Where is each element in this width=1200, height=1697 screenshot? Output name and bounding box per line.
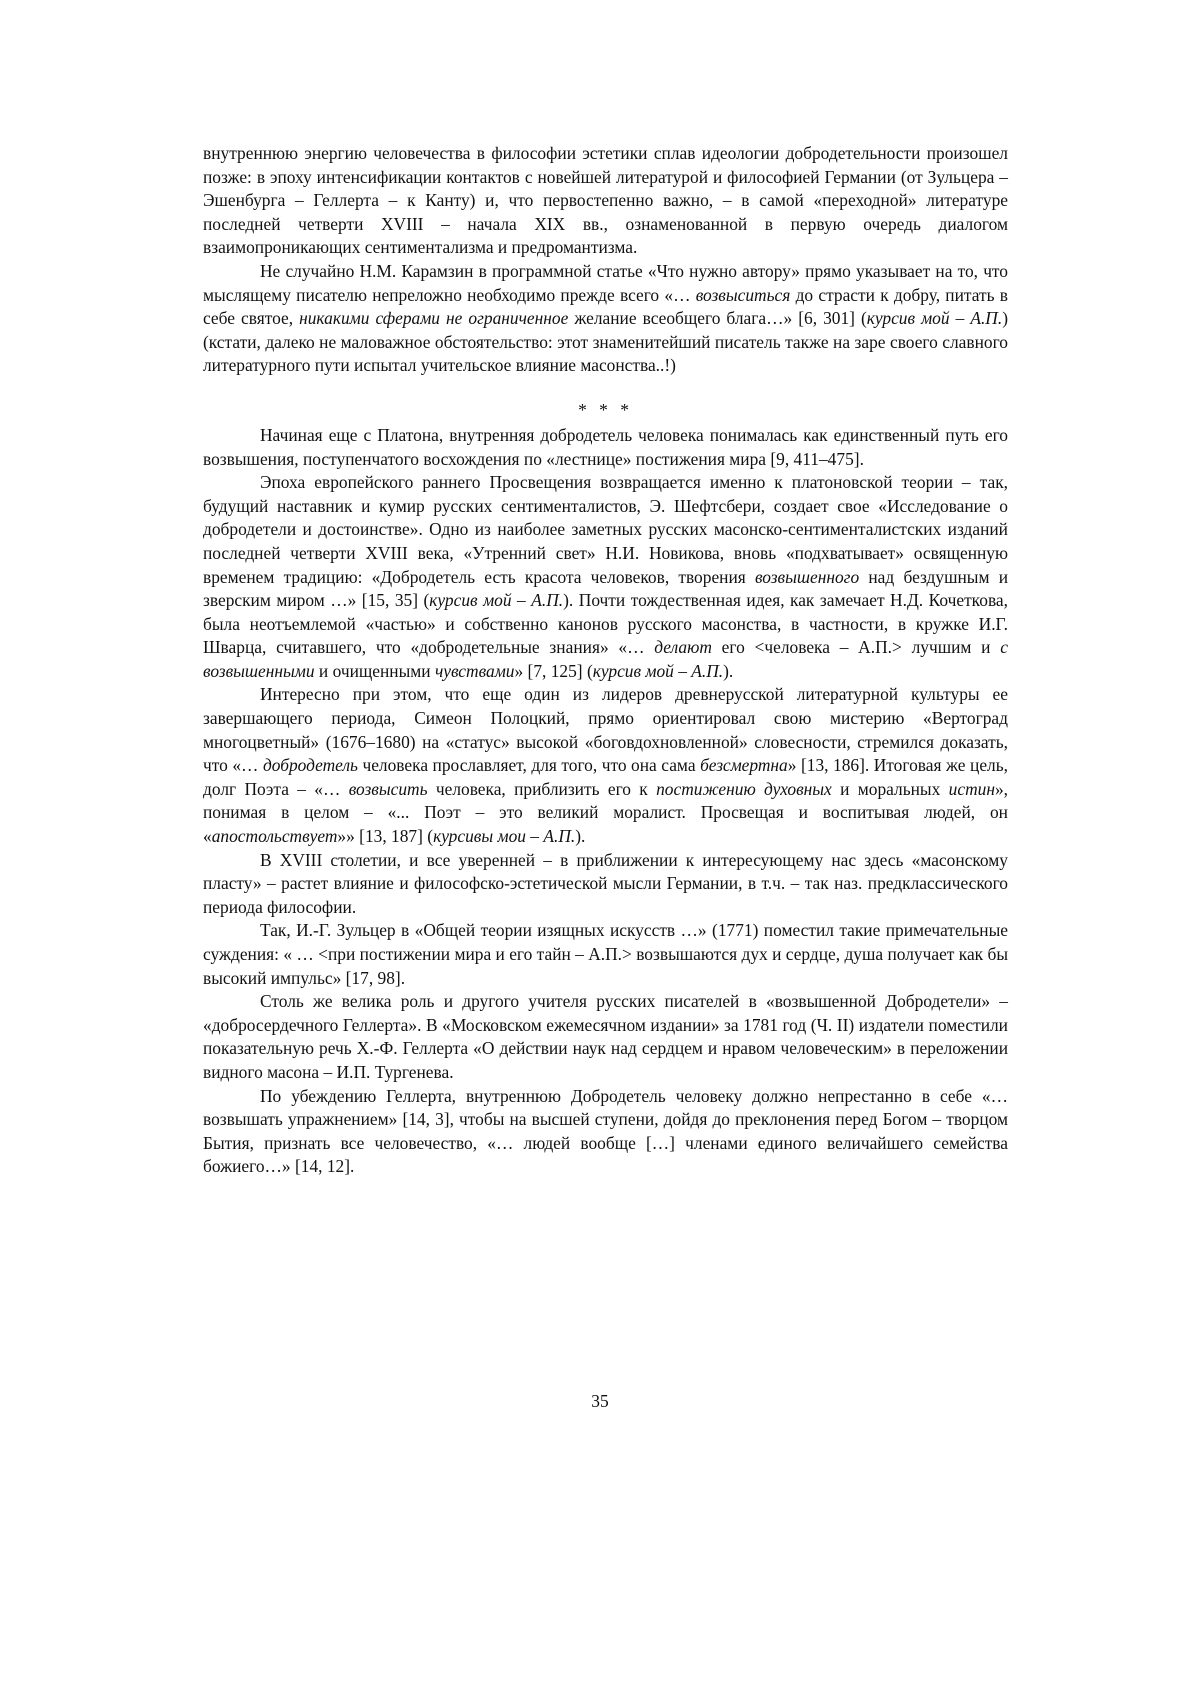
text-run: и моральных	[832, 779, 949, 799]
italic-text: апостольствует	[212, 826, 338, 846]
italic-text: постижению духовных	[656, 779, 832, 799]
italic-text: добродетель	[263, 755, 358, 775]
text-block-bottom	[203, 424, 1008, 1179]
text-run: В XVIII столетии, и все уверенней – в приближении к интересующему нас здесь «масонскому пласту» – растет влияние и философско-эстетической мысли Германии, в т.ч. – так наз. предклассического периода философии.	[203, 850, 1008, 917]
text-run: желание всеобщего блага…» [6, 301] (	[568, 308, 866, 328]
text-run: его <человека – А.П.> лучшим и	[712, 637, 1000, 657]
italic-text: никакими сферами не ограниченное	[299, 308, 568, 328]
text-run: Не случайно Н.М. Карамзин в программной статье «Что нужно автору» прямо указывает на то, что мыслящему писателю непреложно необходимо прежде всего «…	[203, 261, 1008, 305]
text-run: Эпоха европейского раннего Просвещения возвращается именно к платоновской теории – так, будущий наставник и кумир русских сентименталистов, Э. Шефтсбери, создает свое «Исследование о добродетели и достоинстве». Одно из наиболее заметных русских масонско-сентименталистских изданий последней четверти XVIII века, «Утренний свет» Н.И. Новикова, вновь «подхватывает» освященную временем традицию: «Добродетель есть красота человеков, творения	[203, 472, 1008, 586]
italic-text: курсивы мои – А.П.	[433, 826, 575, 846]
paragraph	[203, 990, 1008, 1084]
paragraph	[203, 424, 1008, 471]
italic-text: возвыситься	[696, 285, 791, 305]
page-number: 35	[0, 1391, 1200, 1412]
italic-text: возвышенного	[755, 567, 859, 587]
text-run: до страсти к добру, питать в себе святое,	[203, 285, 1008, 329]
paragraph	[203, 142, 1008, 260]
paragraph	[203, 260, 1008, 378]
text-run: человека прославляет, для того, что она сама	[358, 755, 700, 775]
paragraph	[203, 919, 1008, 990]
text-run: внутреннюю энергию человечества в философии эстетики сплав идеологии добродетельности произошел позже: в эпоху интенсификации контактов с новейшей литературой и философией Германии (от Зульцера – Эшенбурга – Геллерта – к Канту) и, что первостепенно важно, – в самой «переходной» литературе последней четверти XVIII – начала XIX вв., ознаменованной в первую очередь диалогом взаимопроникающих сентиментализма и предромантизма.	[203, 143, 1008, 257]
text-run: », понимая в целом – «... Поэт – это великий моралист. Просвещая и воспитывая людей, он «	[203, 779, 1008, 846]
text-run: » [13, 186]. Итоговая же цель, долг Поэта – «…	[203, 755, 1008, 799]
section-separator: * * *	[203, 399, 1008, 422]
italic-text: курсив мой – А.П.	[867, 308, 1002, 328]
italic-text: возвысить	[349, 779, 428, 799]
italic-text: делают	[654, 637, 712, 657]
italic-text: курсив мой – А.П.	[593, 661, 723, 681]
italic-text: безсмертна	[700, 755, 788, 775]
text-run: ).	[723, 661, 733, 681]
text-run: ). Почти тождественная идея, как замечает Н.Д. Кочеткова, была неотъемлемой «частью» и собственно канонов русского масонства, в частности, в кружке И.Г. Шварца, считавшего, что «добродетельные знания» «…	[203, 590, 1008, 657]
text-run: По убеждению Геллерта, внутреннюю Добродетель человеку должно непрестанно в себе «… возвышать упражнением» [14, 3], чтобы на высшей ступени, дойдя до преклонения перед Богом – творцом Бытия, признать все человечество, «… людей вообще […] членами единого величайшего семейства божиего…» [14, 12].	[203, 1086, 1008, 1177]
italic-text: чувствами	[435, 661, 515, 681]
paragraph	[203, 849, 1008, 920]
text-run: человека, приблизить его к	[428, 779, 657, 799]
text-run: и очищенными	[315, 661, 435, 681]
text-run: ).	[575, 826, 585, 846]
text-run: Столь же велика роль и другого учителя русских писателей в «возвышенной Добродетели» – «добросердечного Геллерта». В «Московском ежемесячном издании» за 1781 год (Ч. II) издатели поместили показательную речь Х.-Ф. Геллерта «О действии наук над сердцем и нравом человеческим» в переложении видного масона – И.П. Тургенева.	[203, 991, 1008, 1082]
italic-text: с возвышенными	[203, 637, 1008, 681]
text-run: ) (кстати, далеко не маловажное обстоятельство: этот знаменитейший писатель также на заре своего славного литературного пути испытал учительское влияние масонства..!)	[203, 308, 1008, 375]
paragraph	[203, 683, 1008, 848]
text-block-top	[203, 142, 1008, 378]
text-run: Так, И.-Г. Зульцер в «Общей теории изящных искусств …» (1771) поместил такие примечательные суждения: « … <при постижении мира и его тайн – А.П.> возвышаются дух и сердце, душа получает как бы высокий импульс» [17, 98].	[203, 920, 1008, 987]
text-run: »» [13, 187] (	[337, 826, 433, 846]
italic-text: курсив мой – А.П.	[429, 590, 563, 610]
paragraph	[203, 1085, 1008, 1179]
paragraph	[203, 471, 1008, 683]
text-run: над бездушным и зверским миром …» [15, 35] (	[203, 567, 1008, 611]
text-run: Начиная еще с Платона, внутренняя добродетель человека понималась как единственный путь его возвышения, поступенчатого восхождения по «лестнице» постижения мира [9, 411–475].	[203, 425, 1008, 469]
text-run: » [7, 125] (	[515, 661, 593, 681]
page-body	[203, 142, 1008, 1179]
text-run: Интересно при этом, что еще один из лидеров древнерусской литературной культуры ее завершающего периода, Симеон Полоцкий, прямо ориентировал свою мистерию «Вертоград многоцветный» (1676–1680) на «статус» высокой «боговдохновленной» словесности, стремился доказать, что «…	[203, 684, 1008, 775]
italic-text: истин	[949, 779, 995, 799]
